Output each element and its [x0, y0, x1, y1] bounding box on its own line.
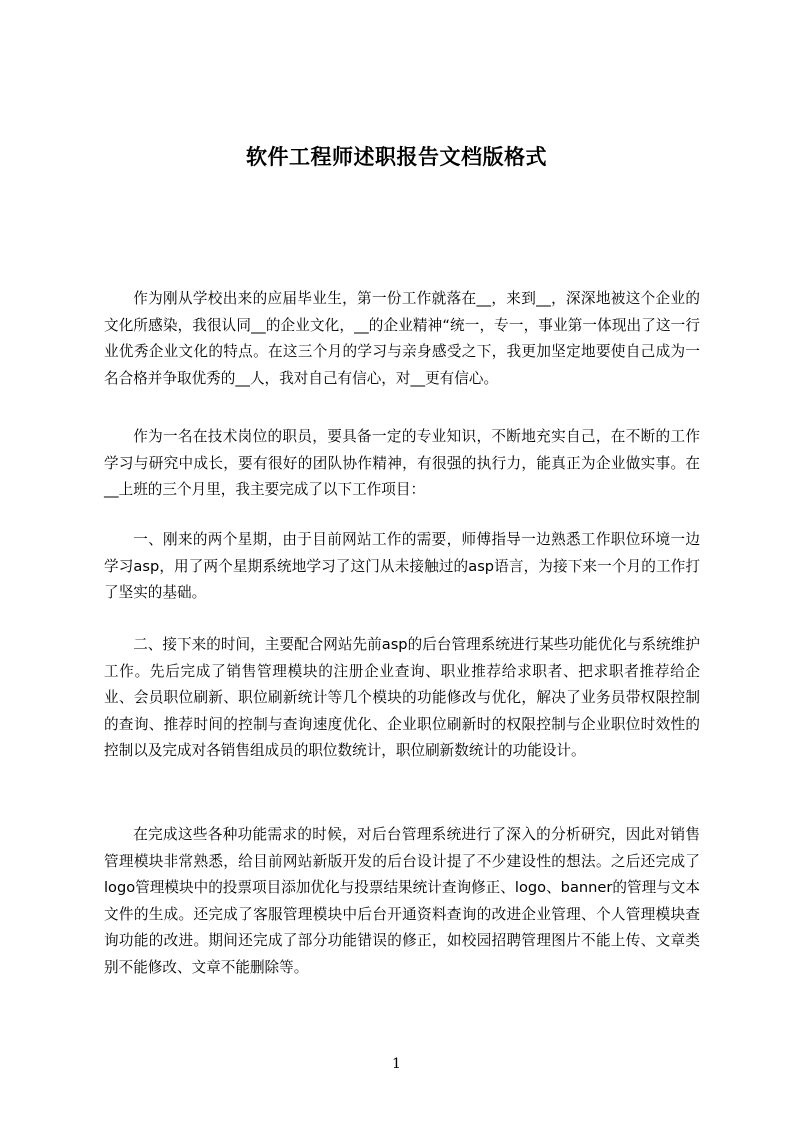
paragraph-role: 作为一名在技术岗位的职员，要具备一定的专业知识，不断地充实自己，在不断的工作学习与研究中成长，要有很好的团队协作精神，有很强的执行力，能真正为企业做实事。在__上班的三个月里，我主要完成了以下工作项目：: [104, 428, 700, 498]
paragraph-intro: 作为刚从学校出来的应届毕业生，第一份工作就落在__，来到__，深深地被这个企业的文化所感染，我很认同__的企业文化，__的企业精神“统一，专一，事业第一体现出了这一行业优秀企业文化的特点。在这三个月的学习与亲身感受之下，我更加坚定地要使自己成为一名合格并争取优秀的__人，我对自己有信心，对__更有信心。: [104, 290, 700, 387]
paragraph-item-two: 二、接下来的时间，主要配合网站先前asp的后台管理系统进行某些功能优化与系统维护工作。先后完成了销售管理模块的注册企业查询、职业推荐给求职者、把求职者推荐给企业、会员职位刷新、职位刷新统计等几个模块的功能修改与优化，解决了业务员带权限控制的查询、推荐时间的控制与查询速度优化、企业职位刷新时的权限控制与企业职位时效性的控制以及完成对各销售组成员的职位数统计，职位刷新数统计的功能设计。: [104, 636, 700, 759]
paragraph-summary: 在完成这些各种功能需求的时候，对后台管理系统进行了深入的分析研究，因此对销售管理模块非常熟悉，给目前网站新版开发的后台设计提了不少建设性的想法。之后还完成了logo管理模块中的投票项目添加优化与投票结果统计查询修正、logo、banner的管理与文本文件的生成。还完成了客服管理模块中后台开通资料查询的改进企业管理、个人管理模块查询功能的改进。期间还完成了部分功能错误的修正，如校园招聘管理图片不能上传、文章类别不能修改、文章不能删除等。: [104, 826, 700, 976]
document-title: 软件工程师述职报告文档版格式: [246, 145, 547, 169]
page-number: 1: [392, 1056, 401, 1072]
paragraph-item-one: 一、刚来的两个星期，由于目前网站工作的需要，师傅指导一边熟悉工作职位环境一边学习asp，用了两个星期系统地学习了这门从未接触过的asp语言，为接下来一个月的工作打了坚实的基础。: [104, 531, 700, 601]
